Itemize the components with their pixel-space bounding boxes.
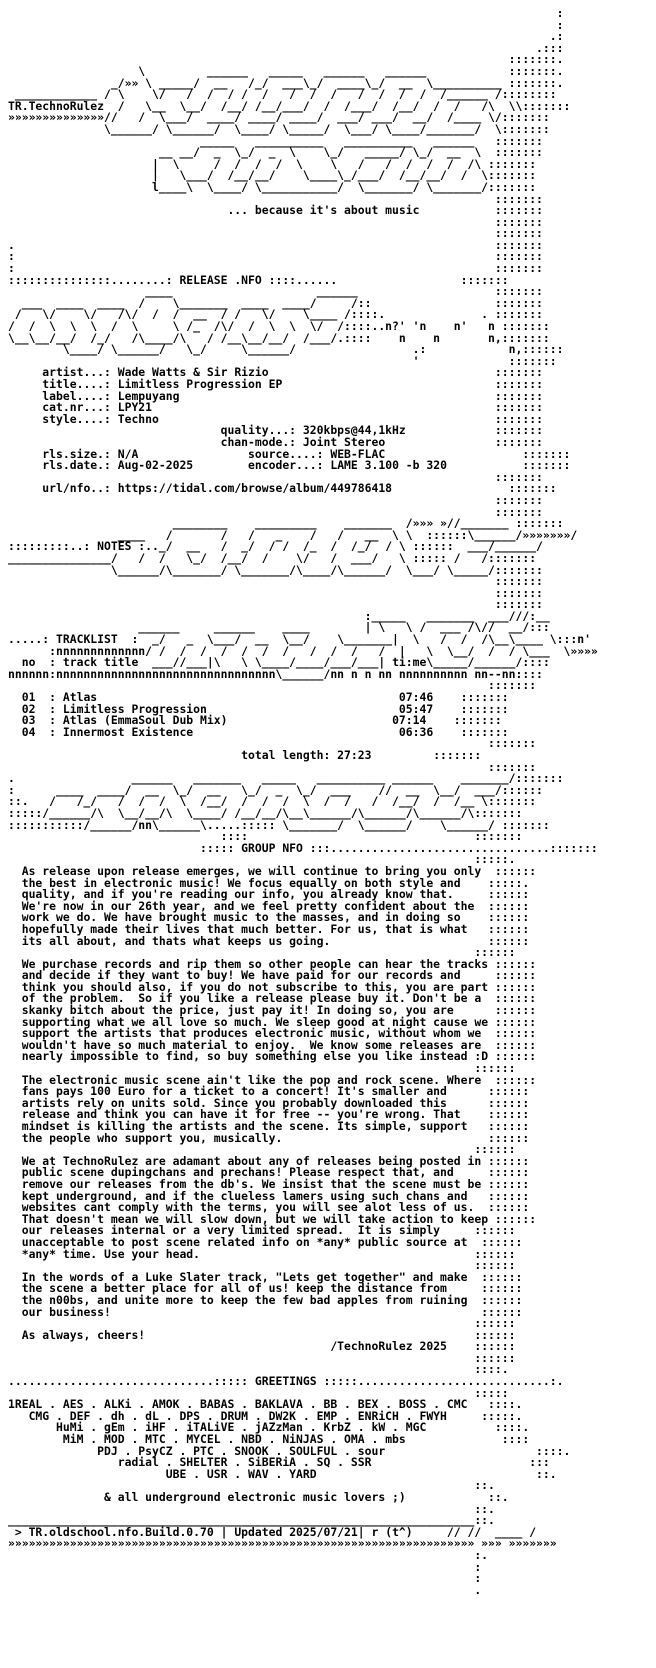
track-title: : Atlas bbox=[49, 690, 98, 705]
group-p2-line: think you should also, if you do not subscribe to this, you are part bbox=[21, 979, 489, 994]
group-p1-line: its all about, and thats what keeps us going. bbox=[21, 933, 331, 948]
group-p1-line: hopefully made their lives that much better. For us, that is what bbox=[21, 921, 468, 936]
greetings-line: radial . SHELTER . SiBERiA . SQ . SSR bbox=[117, 1455, 372, 1470]
group-p5-line: the scene a better place for all of us! keep the distance from bbox=[21, 1281, 447, 1296]
style-value: Techno bbox=[117, 411, 159, 426]
section-notes: NOTES bbox=[97, 539, 132, 554]
group-p5-line: In the words of a Luke Slater track, "Lets get together" and make bbox=[21, 1269, 468, 1284]
group-p2-line: skanky bitch about the price, just pay it! In doing so, you are bbox=[21, 1003, 454, 1018]
track-no: 02 bbox=[21, 701, 36, 716]
track-no: 03 bbox=[21, 713, 36, 728]
col-no: no bbox=[21, 655, 36, 670]
nfo-document: : : .: .::: :::::::. \ ______ _____ ______ ______ :::::::. _/»» \ _____/ __ /_/ ___\_/ ____\_/ __ \__________ :::::::. ____________ / \ \/ / / / / / / / / / / / / /______ /:::::::: TR.TechnoRulez / \__ \__/ /__/ /__/___/ / /___/ /__/ / / /\ \\::::::: »»»»»»»»»»»»»»// / \___/ ____/ ____/ ____/ ___/ ___/ __/ /____ \/::::::: \______/ \______/ \____/ \_____/ \___/ \____/_______/ \::::::: _____ __________ __________ ______ ::::::: __ __/ _ \_/ _ \ \_/ _____/ \_/ __ \ ::::::: | \ / / / / \ \ / / / / / /\ ::::::: | \___/ /__/__/ \____\_/___/ /__/__/ / \::::::: l____\ \____/ \___________/ \_______/ \_______/::::::: ::::::: ... because it's about music ::::::: ::::::: ::::::: . ::::::: : ::::::: : ::::::: :::::::::::::::........: RELEASE .NFO ::::...... ::::::: ____ ______ ::::::: ___ ____ ____ / \_______ ____ ____/ /:: ::::::: / \/ \/ /\/ / / __ / / \/ \____ /::::. . ::::::: / / \ \ \ / \ \ /_ /\/ / \ \ \/ /::::..n?' 'n n' n ::::::: \__\__/__/ /_/ /\____/\ / /__\__/__/ /___/.:::: n n n,::::::: \____/ \______/ \_/ \______/ .: n,:::::: ' ::::::: artist...: Wade Watts & Sir Rizio ::::::: title....: Limitless Progression EP ::::::: label....: Lempuyang ::::::: cat.nr...: LPY21 ::::::: style....: Techno ::::::: quality...: 320kbps@44,1kHz ::::::: chan-mode.: Joint Stereo ::::::: rls.size.: N/A source....: WEB-FLAC ::::::: rls.date.: Aug-02-2025 encoder...: LAME 3.100 -b 320 ::::::: ::::::: url/nfo..: https://tidal.com/browse/album/449786418 ::::::: ::::::: ::::::: ________ _________ _______ /»»» »//_______ ::::::: ____ / / / _ / / __ \ \ ::::::\______/»»»»»»»/ :::::::::..: NOTES :.._/ __ / _/ / / /_ / /_/ / \ :::::: ___/______/ _______________/ / / \_/ /__/ / \/ / ___/ \ ::::: / /::::::: \______/\_______/ \_______/\____/\______/ \___/ \_____/::::::: ::::::: ::::::: ::::::: :_____ _______ ___///:__ ______ ______ ____ | \ \ / ___ /\// __/::: .....: TRACKLIST : _/ _ \___/ __ \__/ \_______| \ / / /\__\____ \:::n' :nnnnnnnnnnnnn/ / / / / / / / / / / / | \ \__/ / / \___ \»»»» no : track title ___//___|\ \ \____/____/___/___| ti:me\_____/______/:::: nnnnnn:nnnnnnnnnnnnnnnnnnnnnnnnnnnnnnnn\______/nn n n nn nnnnnnnnnn nn--nn:::: ::::::: 01 : Atlas 07:46 ::::::: 02 : Limitless Progression 05:47 ::::::: 03 : Atlas (EmmaSoul Dub Mix) 07:14 ::::::: 04 : Innermost Existence 06:36 ::::::: ::::::: total length: 27:23 ::::::: ::::::: . ______ _______ _____ __________ ______ _______/::::::: : ____ ____/ __ \_/ __ \_/ _ \_/ ___ // __ \__/ ___/:::::: ::. / /_/ / / / \ /__/ / / / \ / / / /__/ / /__ \::::::: :::::/______/\ \__/__/\ \____/ /__/__/\__\______/\______/\______/\::::::: :::::::::::/______/nn\______\.....::::: \_______/ \______/ \______/ ::::::: :::: ::::::: ::::: GROUP NFO :::................................::::::: :::::. As release upon release emerges, we will continue to bring you only :::::: the best in electronic music! We focus equally on both style and :::::. quality, and if you're reading our info, you already know that. :::::: We're now in our 26th year, and we feel pretty confident about the :::::: work we do. We have brought music to the masses, and in doing so :::::: hopefully made their lives that much better. For us, that is what :::::: its all about, and thats what keeps us going. :::::: :::::: We purchase records and rip them so other people can hear the tracks :::::: and decide if they want to buy! We have paid for our records and :::::: think you should also, if you do not subscribe to this, you are part :::::: of the problem. So if you like a release please buy it. Don't be a :::::: skanky bitch about the price, just pay it! In doing so, you are :::::: supporting what we all love so much. We sleep good at night cause we :::::: support the artists that produces electronic music, without whom we :::::: wouldn't have so much material to enjoy. We know some releases are :::::: nearly impossible to find, so buy something else you like instead :D :::::: :::::: The electronic music scene ain't like the pop and rock scene. Where :::::: fans pays 100 Euro for a ticket to a concert! It's smaller and :::::: artists rely on units sold. Since you probably downloaded this :::::: release and think you can have it for free -- you're wrong. That :::::: mindset is killing the artists and the scene. Its simple, support :::::: the people who support you, musically. :::::: :::::: We at TechnoRulez are adamant about any of releases being posted in :::::: public scene dupingchans and prechans! Please respect that, and :::::: remove our releases from the db's. We insist that the scene must be :::::: kept underground, and if the clueless lamers using such chans and :::::: websites cant comply with the terms, you will see alot less of us. :::::: That doesn't mean we will slow down, but we will take action to keep :::::: our releases internal or a very limited spread. It is simply :::::: unacceptable to post scene related info on *any* public source at :::::: *any* time. Use your head. :::::: :::::: In the words of a Luke Slater track, "Lets get together" and make :::::: the scene a better place for all of us! keep the distance from :::::: the n00bs, and unite more to keep the few bad apples from ruining :::::: our business! :::::: :::::: As always, cheers! :::::: /TechnoRulez 2025 :::::: :::::: ::::. ..............................::::: GREETINGS :::::............................:. ::::: 1REAL . AES . ALKi . AMOK . BABAS . BAKLAVA . BB . BEX . BOSS . CMC ::::. CMG . DEF . dh . dL . DPS . DRUM . DW2K . EMP . ENRiCH . FWYH :::::. HuMi . gEm . iHF . iTALiVE . jAZzMan . KrbZ . kW . MGC ::::. MiM . MOD . MTC . MYCEL . NBD . NiNJAS . OMA . mbs :::: PDJ . PsyCZ . PTC . SNOOK . SOULFUL . sour ::::. radial . SHELTER . SiBERiA . SQ . SSR ::: UBE . USR . WAV . YARD ::. ::. & all underground electronic music lovers ;) ::. ::. ____________________________________________________________________::. > TR.oldschool.nfo.Build.0.70 | Updated 2025/07/21| r (t^) // // ____ / »»»»»»»»»»»»»»»»»»»»»»»»»»»»»»»»»»»»»»»»»»»»»»»»»»»»»»»»»»»»»»»»»»»» »»» »»»»»»» :. : : . bbox=[8, 6, 598, 1597]
track-time: 07:46 bbox=[398, 690, 434, 705]
chanmode-value: Joint Stereo bbox=[302, 434, 386, 449]
signature: /TechnoRulez 2025 bbox=[330, 1339, 447, 1354]
group-p3-line: artists rely on units sold. Since you probably downloaded this bbox=[21, 1095, 447, 1110]
group-p3-line: release and think you can have it for free -- you're wrong. That bbox=[21, 1107, 461, 1122]
group-p4-line: public scene dupingchans and prechans! Please respect that, and bbox=[21, 1165, 454, 1180]
greetings-line: 1REAL . AES . ALKi . AMOK . BABAS . BAKLAVA . BB . BEX . BOSS . CMC bbox=[8, 1397, 468, 1412]
greetings-line: HuMi . gEm . iHF . iTALiVE . jAZzMan . KrbZ . kW . MGC bbox=[56, 1420, 427, 1435]
section-group-nfo: GROUP NFO bbox=[241, 840, 303, 855]
build-string: TR.oldschool.nfo.Build.0.70 bbox=[28, 1524, 214, 1539]
date-value: Aug-02-2025 bbox=[117, 458, 194, 473]
group-p5-line: the n00bs, and unite more to keep the few bad apples from ruining bbox=[21, 1292, 468, 1307]
group-p2-line: supporting what we all love so much. We sleep good at night cause we bbox=[21, 1014, 489, 1029]
group-p1-line: As release upon release emerges, we will continue to bring you only bbox=[21, 863, 482, 878]
title-value: Limitless Progression EP bbox=[117, 377, 283, 391]
group-p1-line: We're now in our 26th year, and we feel pretty confident about the bbox=[21, 898, 475, 913]
greetings-closing: & all underground electronic music lovers ;) bbox=[104, 1490, 406, 1504]
group-p4-line: That doesn't mean we will slow down, but we will take action to keep bbox=[21, 1211, 489, 1226]
greetings-line: MiM . MOD . MTC . MYCEL . NBD . NiNJAS . OMA . mbs bbox=[62, 1432, 406, 1447]
artist-value: Wade Watts & Sir Rizio bbox=[117, 365, 269, 380]
section-tracklist: TRACKLIST bbox=[56, 632, 118, 647]
group-p3-line: fans pays 100 Euro for a ticket to a concert! It's smaller and bbox=[21, 1084, 447, 1099]
track-title: : Limitless Progression bbox=[49, 701, 207, 716]
track-title: : Innermost Existence bbox=[49, 724, 194, 739]
group-p4-line: *any* time. Use your head. bbox=[21, 1246, 201, 1261]
group-p3-line: the people who support you, musically. bbox=[21, 1130, 283, 1145]
col-title: : track title bbox=[49, 655, 139, 670]
encoder-value: LAME 3.100 -b 320 bbox=[330, 458, 447, 473]
catnr-value: LPY21 bbox=[117, 400, 153, 415]
group-p4-line: our releases internal or a very limited spread. It is simply bbox=[21, 1223, 441, 1238]
section-release-nfo: RELEASE .NFO bbox=[179, 272, 262, 287]
track-time: 06:36 bbox=[398, 724, 434, 739]
url-value: https://tidal.com/browse/album/449786418 bbox=[117, 481, 393, 496]
tagline: ... because it's about music bbox=[227, 203, 420, 218]
group-p1-line: quality, and if you're reading our info, you already know that. bbox=[21, 887, 454, 902]
track-time: 07:14 bbox=[392, 713, 427, 728]
group-p2-line: nearly impossible to find, so buy something else you like instead :D bbox=[21, 1049, 489, 1064]
group-p1-line: work we do. We have brought music to the masses, and in doing so bbox=[21, 910, 461, 925]
group-p4-line: unacceptable to post scene related info on *any* public source at bbox=[21, 1234, 468, 1249]
col-time: ti:me bbox=[392, 655, 427, 670]
updated-string: Updated 2025/07/21 bbox=[234, 1524, 358, 1539]
track-no: 04 bbox=[21, 724, 36, 739]
group-p4-line: We at TechnoRulez are adamant about any of releases being posted in bbox=[21, 1153, 482, 1168]
greetings-line: PDJ . PsyCZ . PTC . SNOOK . SOULFUL . sour bbox=[97, 1443, 386, 1458]
section-greetings: GREETINGS bbox=[254, 1374, 317, 1389]
size-value: N/A bbox=[117, 446, 139, 461]
group-p3-line: mindset is killing the artists and the scene. Its simple, support bbox=[21, 1119, 468, 1133]
group-p2-line: and decide if they want to buy! We have paid for our records and bbox=[21, 968, 461, 983]
source-value: WEB-FLAC bbox=[330, 446, 386, 461]
group-p4-line: websites cant comply with the terms, you will see alot less of us. bbox=[21, 1200, 475, 1215]
group-p5-line: our business! bbox=[21, 1304, 111, 1319]
quality-value: 320kbps@44,1kHz bbox=[302, 423, 406, 438]
group-p2-line: We purchase records and rip them so other people can hear the tracks bbox=[21, 956, 489, 971]
greetings-line: CMG . DEF . dh . dL . DPS . DRUM . DW2K . EMP . ENRiCH . FWYH bbox=[28, 1408, 447, 1423]
greetings-line: UBE . USR . WAV . YARD bbox=[165, 1466, 317, 1481]
cheers: As always, cheers! bbox=[21, 1327, 146, 1342]
group-p4-line: kept underground, and if the clueless lamers using such chans and bbox=[21, 1188, 468, 1203]
group-p1-line: the best in electronic music! We focus equally on both style and bbox=[21, 875, 461, 890]
track-title: : Atlas (EmmaSoul Dub Mix) bbox=[49, 713, 228, 728]
group-p2-line: wouldn't have so much material to enjoy. We know some releases are bbox=[21, 1037, 482, 1052]
total-length: total length: 27:23 bbox=[241, 748, 372, 762]
group-p4-line: remove our releases from the db's. We insist that the scene must be bbox=[21, 1176, 482, 1191]
group-p3-line: The electronic music scene ain't like the pop and rock scene. Where bbox=[21, 1072, 482, 1087]
label-value: Lempuyang bbox=[117, 388, 180, 403]
group-p2-line: of the problem. So if you like a release please buy it. Don't be a bbox=[21, 991, 482, 1006]
group-p2-line: support the artists that produces electronic music, without whom we bbox=[21, 1026, 482, 1041]
track-no: 01 bbox=[21, 690, 36, 705]
group-name: TR.TechnoRulez bbox=[8, 98, 105, 113]
track-time: 05:47 bbox=[398, 701, 434, 716]
